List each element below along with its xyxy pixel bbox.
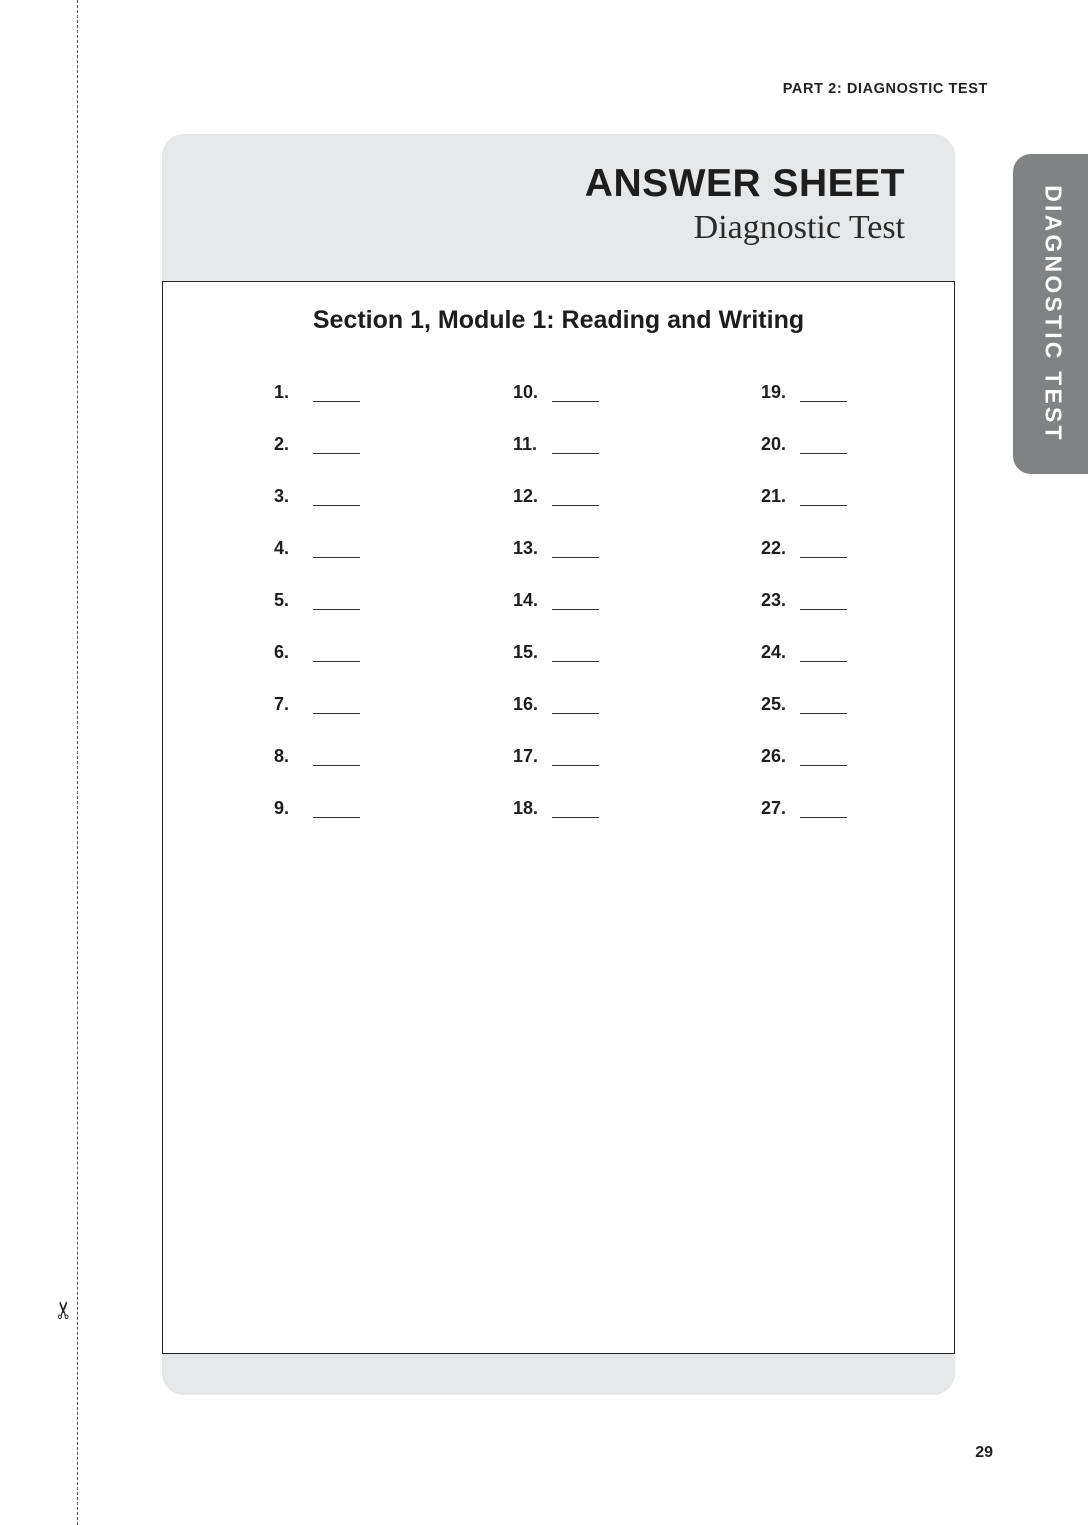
- answer-blank[interactable]: [552, 817, 599, 818]
- question-number: 5.: [274, 590, 290, 610]
- question-number: 27.: [761, 798, 787, 818]
- question-number: 13.: [513, 538, 539, 558]
- answer-blank[interactable]: [313, 557, 360, 558]
- question-number: 3.: [274, 486, 290, 506]
- answer-item: [761, 538, 961, 590]
- answer-item: [274, 590, 474, 642]
- answer-blank[interactable]: [800, 713, 847, 714]
- answer-item: [761, 642, 961, 694]
- answer-blank[interactable]: [800, 453, 847, 454]
- question-number: 7.: [274, 694, 290, 714]
- answer-item: [274, 746, 474, 798]
- answer-item: [761, 434, 961, 486]
- answer-blank[interactable]: [552, 401, 599, 402]
- answer-sheet-panel: [162, 134, 955, 1395]
- answer-item: [274, 434, 474, 486]
- answer-item: [513, 798, 713, 850]
- answer-blank[interactable]: [313, 661, 360, 662]
- sheet-header: [585, 162, 905, 248]
- section-heading: Section 1, Module 1: Reading and Writing: [312, 306, 805, 334]
- question-number: 2.: [274, 434, 290, 454]
- side-tab: [1013, 154, 1088, 474]
- question-number: 22.: [761, 538, 787, 558]
- answer-blank[interactable]: [800, 557, 847, 558]
- question-number: 20.: [761, 434, 787, 454]
- answer-item: [513, 486, 713, 538]
- answer-item: [513, 746, 713, 798]
- sheet-subtitle: Diagnostic Test: [693, 209, 905, 246]
- answer-blank[interactable]: [800, 401, 847, 402]
- answer-box: [162, 281, 955, 1354]
- question-number: 10.: [513, 382, 539, 402]
- answer-item: [513, 434, 713, 486]
- answer-blank[interactable]: [800, 661, 847, 662]
- answer-item: [513, 538, 713, 590]
- question-number: 17.: [513, 746, 539, 766]
- answer-blank[interactable]: [313, 609, 360, 610]
- answer-item: [274, 694, 474, 746]
- page-number: 29: [975, 1444, 993, 1461]
- question-number: 15.: [513, 642, 539, 662]
- answer-item: [761, 694, 961, 746]
- answer-item: [513, 642, 713, 694]
- answer-item: [761, 798, 961, 850]
- answer-item: [274, 642, 474, 694]
- answer-blank[interactable]: [800, 609, 847, 610]
- side-tab-label: DIAGNOSTIC TEST: [1040, 185, 1067, 443]
- answer-blank[interactable]: [313, 401, 360, 402]
- sheet-title: ANSWER SHEET: [584, 162, 905, 205]
- answer-blank[interactable]: [552, 609, 599, 610]
- answer-blank[interactable]: [313, 765, 360, 766]
- answer-item: [274, 798, 474, 850]
- answer-item: [761, 590, 961, 642]
- answer-item: [761, 746, 961, 798]
- question-number: 24.: [761, 642, 787, 662]
- running-head: PART 2: DIAGNOSTIC TEST: [782, 81, 988, 97]
- answer-blank[interactable]: [800, 817, 847, 818]
- answer-blank[interactable]: [552, 557, 599, 558]
- question-number: 25.: [761, 694, 787, 714]
- scissors-icon: ✂: [50, 1299, 78, 1320]
- answer-item: [274, 486, 474, 538]
- answer-blank[interactable]: [552, 661, 599, 662]
- answer-blank[interactable]: [552, 453, 599, 454]
- answer-blank[interactable]: [552, 505, 599, 506]
- question-number: 18.: [513, 798, 539, 818]
- question-number: 14.: [513, 590, 539, 610]
- question-number: 8.: [274, 746, 290, 766]
- answer-column: [274, 382, 474, 850]
- answer-blank[interactable]: [313, 713, 360, 714]
- question-number: 9.: [274, 798, 290, 818]
- answer-column: [513, 382, 713, 850]
- answer-blank[interactable]: [313, 453, 360, 454]
- answer-item: [274, 538, 474, 590]
- answer-item: [513, 590, 713, 642]
- question-number: 19.: [761, 382, 787, 402]
- answer-column: [761, 382, 961, 850]
- question-number: 16.: [513, 694, 539, 714]
- answer-item: [513, 694, 713, 746]
- question-number: 11.: [513, 434, 538, 454]
- answer-blank[interactable]: [800, 505, 847, 506]
- question-number: 23.: [761, 590, 787, 610]
- answer-blank[interactable]: [313, 817, 360, 818]
- answer-blank[interactable]: [800, 765, 847, 766]
- question-number: 6.: [274, 642, 290, 662]
- question-number: 4.: [274, 538, 290, 558]
- question-number: 1.: [274, 382, 290, 402]
- answer-item: [513, 382, 713, 434]
- answer-blank[interactable]: [313, 505, 360, 506]
- answer-item: [761, 486, 961, 538]
- answer-blank[interactable]: [552, 765, 599, 766]
- answer-item: [761, 382, 961, 434]
- question-number: 12.: [513, 486, 539, 506]
- question-number: 26.: [761, 746, 787, 766]
- question-number: 21.: [761, 486, 787, 506]
- answer-item: [274, 382, 474, 434]
- answer-blank[interactable]: [552, 713, 599, 714]
